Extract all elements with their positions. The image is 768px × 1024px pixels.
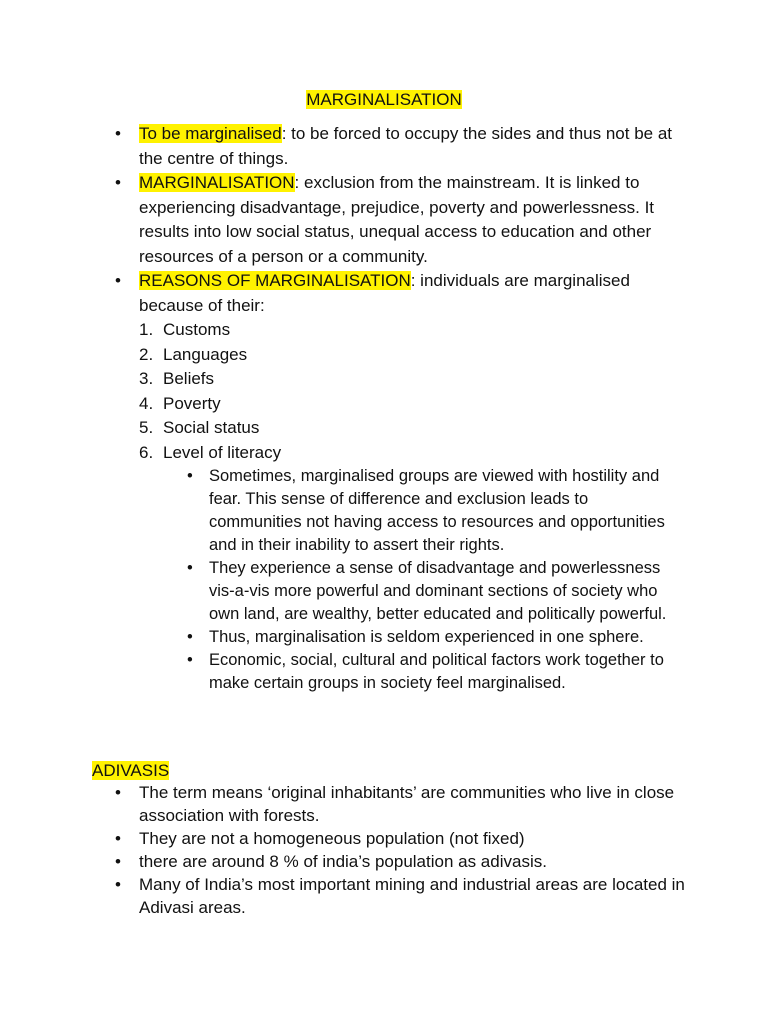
sub-point (186, 649, 688, 695)
bullet-icon: • (115, 173, 121, 192)
reason-number: 5. (139, 418, 154, 437)
bullet-icon: • (115, 271, 121, 290)
item-text: : exclusion from the mainstream. It is linked to experiencing disadvantage, prejudice, poverty and powerlessness. It results into low social status, unequal access to education and other resources of a person or a community. (139, 173, 655, 266)
reason-number: 2. (139, 344, 154, 364)
list-item (0, 827, 768, 850)
reason-number: 6. (139, 442, 154, 462)
bullet-icon: • (115, 829, 121, 848)
bullet-icon: • (115, 124, 121, 143)
item-text: : individuals are marginalised because of their: (139, 271, 630, 315)
sub-point-text: Thus, marginalisation is seldom experienced in one sphere. (209, 628, 644, 646)
reason-label: Languages (163, 344, 248, 364)
main-bullet-list (0, 122, 768, 695)
sub-point-text: Economic, social, cultural and political factors work together to make certain groups in society feel marginalised. (209, 651, 664, 692)
reason-number: 1. (139, 320, 154, 339)
bullet-icon: • (187, 628, 193, 646)
title-highlight: MARGINALISATION (306, 90, 462, 109)
sub-point (186, 626, 688, 649)
reason-item (139, 392, 688, 417)
reasons-list (139, 318, 688, 695)
reason-label: Poverty (163, 393, 221, 413)
list-item (0, 122, 768, 171)
reason-number: 4. (139, 393, 154, 413)
reason-label: Beliefs (163, 369, 215, 388)
item-text: : to be forced to occupy the sides and thus not be at the centre of things. (139, 124, 673, 168)
list-item (0, 850, 768, 873)
reason-number: 3. (139, 369, 154, 388)
item-text: there are around 8 % of india’s population as adivasis. (139, 852, 547, 871)
item-text: They are not a homogeneous population (not fixed) (139, 829, 525, 848)
adivasis-list (0, 781, 768, 919)
sub-point (186, 465, 688, 557)
bullet-icon: • (187, 559, 193, 577)
sub-point-list (186, 465, 688, 695)
list-item (0, 781, 768, 827)
reason-label: Customs (163, 320, 231, 339)
reason-item (139, 416, 688, 441)
list-item (0, 269, 768, 695)
adivasis-heading (92, 759, 169, 783)
bullet-icon: • (115, 783, 121, 802)
highlighted-term: REASONS OF MARGINALISATION (139, 271, 411, 290)
sub-point (186, 557, 688, 626)
highlighted-term: To be marginalised (139, 124, 282, 143)
list-item (0, 873, 768, 919)
sub-point-text: They experience a sense of disadvantage and powerlessness vis-a-vis more powerful and dominant sections of society who own land, are wealthy, better educated and politically powerful. (209, 559, 667, 623)
highlighted-term: MARGINALISATION (139, 173, 295, 192)
reason-label: Social status (163, 418, 260, 437)
adivasis-heading-highlight: ADIVASIS (92, 761, 170, 780)
bullet-icon: • (187, 651, 193, 669)
item-text: Many of India’s most important mining and industrial areas are located in Adivasi areas. (139, 875, 685, 917)
reason-item (139, 367, 688, 392)
reason-item (139, 343, 688, 368)
sub-point-text: Sometimes, marginalised groups are viewed with hostility and fear. This sense of difference and exclusion leads to communities not having access to resources and opportunities and in their inability to assert their rights. (209, 467, 665, 554)
list-item (0, 171, 768, 269)
bullet-icon: • (187, 467, 193, 485)
reason-item (139, 318, 688, 343)
bullet-icon: • (115, 852, 121, 871)
reason-label: Level of literacy (163, 442, 282, 462)
item-text: The term means ‘original inhabitants’ are communities who live in close association with forests. (139, 783, 675, 825)
bullet-icon: • (115, 875, 121, 894)
page-title (0, 88, 768, 112)
reason-item (139, 441, 688, 696)
